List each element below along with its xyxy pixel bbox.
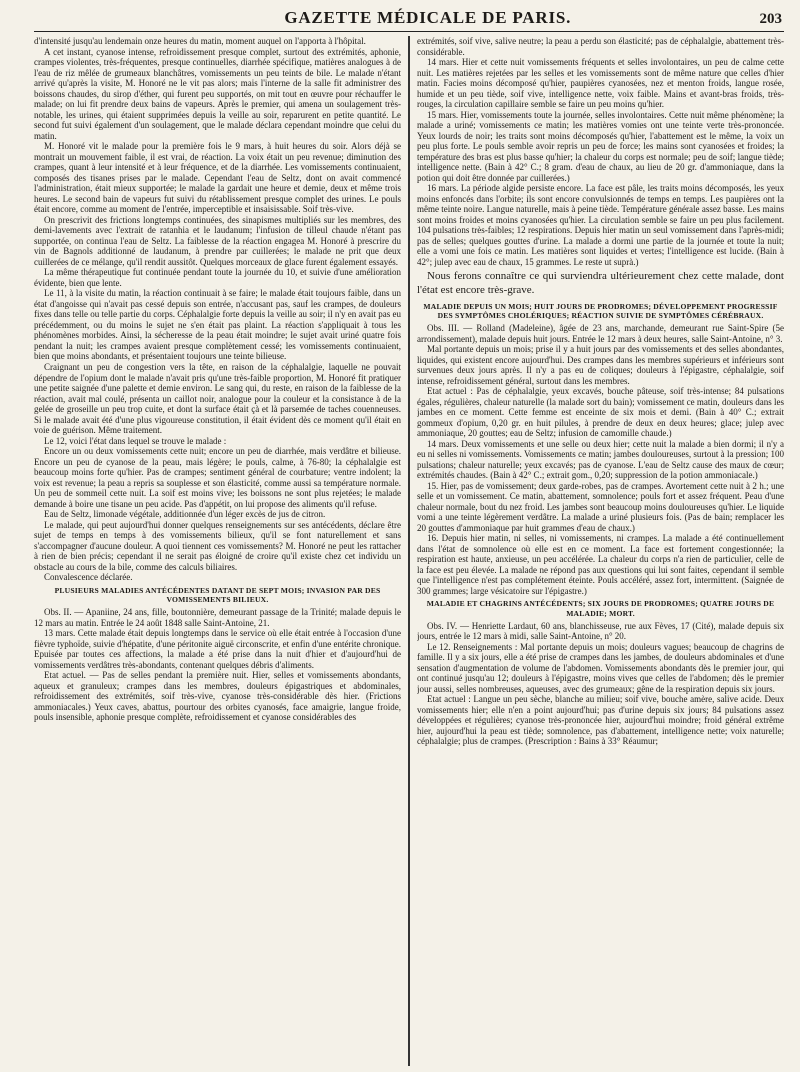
paragraph: Le 11, à la visite du matin, la réaction continuait à se faire; le malade était toujours faible, dans un état d'angoisse qui n'avait pas cessé depuis son entrée, n'accusant pas, sauf les crampes, de douleurs fixes dans telle ou telle partie du corps. Céphalalgie forte depuis la veille au soir; il n'y en avait pas eu précédemment, ou du moins le sujet ne s'en était pas plaint. La réaction s'appliquait à tous les phénomènes morbides. Ainsi, la sécheresse de la peau était moindre; le sujet avait uriné quatre fois pendant la nuit; les crampes avaient presque complètement cessé; les vomissements continuaient, bien que moins abondants, et présentaient toujours une teinte bilieuse. [34,288,401,362]
paragraph: 14 mars. Deux vomissements et une selle ou deux hier; cette nuit la malade a bien dormi; il n'y a eu ni selles ni vomissements. Vomissements ce matin; jambes douloureuses, surtout à la pression; 100 pulsations; chaleur naturelle; yeux excavés; pas de cyanose. L'eau de Seltz cause des maux de cœur; extrémités chaudes. (Bain à 42° C.; extrait gom., 0,20; suppression de la potion ammoniacale.) [417,438,784,481]
paragraph: 16. Depuis hier matin, ni selles, ni vomissements, ni crampes. La malade a été continuellement dans l'état de somnolence où elle est en ce moment. La face est fortement congestionnée; la respiration est haute, anxieuse, un peu accélérée. La chaleur du corps n'a rien de particulier, celle de la face est peu élevée. La malade ne répond pas aux questions qui lui sont faites, cependant il semble que l'intelligence n'est pas complétement éteinte. Pouls accéléré, assez fort, intermittent. (Saignée de 300 grammes; large vésicatoire sur l'épigastre.) [417,533,784,596]
paragraph: Le 12. Renseignements : Mal portante depuis un mois; douleurs vagues; beaucoup de chagrins de famille. Il y a six jours, elle a été prise de crampes dans les jambes, de douleurs abdominales et d'une sensation d'augmentation de volume de l'abdomen. Vomissements abondants dès le premier jour, qui ont continué jusqu'au 12; douleurs à l'épigastre, moins vives que celles de l'abdomen; dès le premier jour aussi, selles nombreuses, aqueuses, avec des grumeaux; gêne de la respiration depuis six jours. [417,641,784,694]
right-column [417,36,784,1066]
journal-title: GAZETTE MÉDICALE DE PARIS. [284,8,572,27]
section-heading: MALADIE ET CHAGRINS ANTÉCÉDENTS; SIX JOURS DE PRODROMES; QUATRE JOURS DE MALADIE; MORT. [426,599,775,618]
column-divider [408,36,410,1066]
paragraph: A cet instant, cyanose intense, refroidissement presque complet, surtout des extrémités, aphonie, crampes violentes, très-fréquentes, presque continuelles, diarrhée spécifique, matières analogues à de l'eau de riz mêlée de grumeaux blanchâtres, vomissements un peu teints de bile. Le malade n'étant arrivé qu'après la visite, M. Honoré ne le vit pas alors; mais l'interne de la salle fit administrer des boissons chaudes, du sirop d'éther, qui furent peu supportés, on mit tout en œuvre pour réchauffer le malade; on lui fit prendre deux bains de vapeurs. Après le premier, qui amena un soulagement très-notable, les urines, qui étaient supprimées depuis la veille au soir, reparurent en petite quantité. Le second fut suivi également d'un soulagement, que le malade déclara cependant moindre que celui du matin. [34,46,401,141]
paragraph: Obs. III. — Rolland (Madeleine), âgée de 23 ans, marchande, demeurant rue Saint-Spire (5e arrondissement), malade depuis huit jours. Entrée le 12 mars à deux heures, salle Saint-Antoine, n° 3. [417,323,784,344]
paragraph: Obs. IV. — Henriette Lardaut, 60 ans, blanchisseuse, rue aux Fèves, 17 (Cité), malade depuis six jours, entrée le 12 mars à midi, salle Saint-Antoine, n° 20. [417,620,784,642]
paragraph: Eau de Seltz, limonade végétale, additionnée d'un léger excès de jus de citron. [44,509,326,520]
paragraph: extrémités, soif vive, salive neutre; la peau a perdu son élasticité; pas de céphalalgie, abattement très-considérable. [417,36,784,57]
section-heading: PLUSIEURS MALADIES ANTÉCÉDENTES DATANT DE SEPT MOIS; INVASION PAR DES VOMISSEMENTS BILIEUX. [54,585,381,604]
paragraph: Craignant un peu de congestion vers la tête, en raison de la céphalalgie, laquelle ne pouvait dépendre de l'opium dont le malade n'avait pris qu'une très-faible proportion, M. Honoré fit pratiquer une petite saignée d'une palette et demie environ. Le sang qui, du reste, en raison de la faiblesse de la réaction, avait mal coulé, présenta un caillot noir, analogue pour la couleur et la consistance à de la gelée de groseille un peu trop cuite, et dont la surface était çà et là parsemée de taches couenneuses. Si le malade avait été d'une plus vigoureuse constitution, il était évident dès ce moment qu'il était en voie de guérison. Même traitement. [34,361,401,436]
paragraph: 13 mars. Cette malade était depuis longtemps dans le service où elle était entrée à l'occasion d'une fièvre typhoïde, suivie d'hépatite, d'une péritonite aiguë circonscrite, et enfin d'une entérite chronique. Epuisée par toutes ces affections, la malade a été prise dans la nuit d'hier et d'aujourd'hui de vomissements verdâtres très-abondants, contenant quelques débris d'aliments. [34,628,401,670]
paragraph: Le 12, voici l'état dans lequel se trouve le malade : [44,435,227,446]
paragraph: 14 mars. Hier et cette nuit vomissements fréquents et selles involontaires, un peu de calme cette nuit. Les matières rejetées par les selles et les vomissements sont de même nature que celles d'hier matin. Facies moins décomposé qu'hier, paupières cyanosées, nez et menton froids, langue rosée, humide et un peu tiède, soif vive, intelligence nette, voix faible. Mains et avant-bras froids, très-rouges, la circulation capillaire semble se faire un peu moins qu'hier. [417,57,784,110]
columns [34,36,784,1066]
paragraph: 15. Hier, pas de vomissement; deux garde-robes, pas de crampes. Avortement cette nuit à 2 h.; une selle et un vomissement. Ce matin, abattement, somnolence; pouls fort et assez fréquent. Peau d'une chaleur normale, bout du nez froid. Les jambes sont beaucoup moins douloureuses qu'hier. Le liquide vomi a une teinte légèrement verdâtre. La malade a uriné plusieurs fois. (Pas de bain; remplacer les 20 gouttes d'ammoniaque par huit grammes d'eau de chaux.) [417,480,784,533]
section-heading: MALADIE DEPUIS UN MOIS; HUIT JOURS DE PRODROMES; DÉVELOPPEMENT PROGRESSIF DES SYMPTÔMES CHOLÉRIQUES; RÉACTION SUIVIE DE SYMPTÔMES CÉRÉBRAUX. [423,301,778,320]
paragraph: Mal portante depuis un mois; prise il y a huit jours par des vomissements et des selles abondantes, liquides, qui existent encore aujourd'hui. Des crampes dans les membres supérieurs et inférieurs sont survenues deux jours après. Il n'y a pas eu de coliques; douleurs à l'épigastre, céphalalgie, soif intense, refroidissement général, surtout dans les membres. [417,344,784,386]
paragraph: On prescrivit des frictions longtemps continuées, des sinapismes multipliés sur les membres, des demi-lavements avec l'extrait de ratanhia et le laudanum; l'infusion de tilleul chaude n'étant pas supportée, on continua l'eau de Seltz. La faiblesse de la réaction engagea M. Honoré à prescrire du vin de Bagnols additionné de laudanum, à prendre par cuillerées; le malade ne prit que deux cuillerées de ce mélange, qu'il rendit aussitôt. Quelques morceaux de glace furent également essayés. [34,214,401,267]
paragraph: d'intensité jusqu'au lendemain onze heures du matin, moment auquel on l'apporta à l'hôpital. [34,36,366,46]
left-column [34,36,401,1066]
paragraph: Le malade, qui peut aujourd'hui donner quelques renseignements sur ses antécédents, déclare être sujet de temps en temps à des vomissements bilieux, qu'il se font naturellement et sans s'accompagner d'aucune douleur. A quoi tiennent ces vomissements? M. Honoré ne peut les rattacher à rien de bien précis; cependant il ne serait pas éloigné de croire qu'il existe chez cet individu un obstacle au cours de la bile, comme des calculs biliaires. [34,519,401,572]
paragraph: Convalescence déclarée. [44,572,133,583]
paragraph: Etat actuel : Langue un peu sèche, blanche au milieu; soif vive, bouche amère, salive acide. Deux vomissements hier; elle n'en a point aujourd'hui; pas d'urine depuis six jours; 84 pulsations assez développées et régulières; cyanose très-prononcée hier, aujourd'hui moindre; froid général extrême hier, aujourd'hui la peau est tiède; somnolence, pas d'abattement, intelligence nette; voix naturelle; céphalalgie; plus de crampes. (Prescription : Bains à 33° Réaumur; [417,694,784,747]
paragraph: Obs. II. — Apaniine, 24 ans, fille, boutonnière, demeurant passage de la Trinité; malade depuis le 12 mars au matin. Entrée le 24 août 1848 salle Saint-Antoine, 21. [34,607,401,628]
paragraph: Etat actuel. — Pas de selles pendant la première nuit. Hier, selles et vomissements abondants, aqueux et granuleux; crampes dans les membres, douleurs épigastriques et abdominales, refroidissement des extrémités, soif très-vive, cyanose très-considérable dès hier. (Frictions ammoniacales.) Yeux caves, abattus, pourtour des orbites cyanosés, face amaigrie, langue froide, pouls insensible, aphonie presque complète, refroidissement et cyanose considérables des [34,670,401,723]
page-number: 203 [759,11,782,27]
paragraph: M. Honoré vit le malade pour la première fois le 9 mars, à huit heures du soir. Alors déjà se montrait un mouvement faible, il est vrai, de réaction. La voix était un peu revenue; diminution des crampes, quant à leur intensité et à leur fréquence, et de la diarrhée. Les vomissements continuaient, composés des tisanes prises par le malade. Cependant l'eau de Seltz, dont on avait commencé l'administration, était mieux supportée; le malade la gardait une heure et demie, deux et même trois heures. Le second bain de vapeurs fut suivi du rétablissement presque complet des urines. Le pouls était encore, comme au moment de l'entrée, imperceptible et insaisissable. Soif très-vive. [34,141,401,215]
editorial-note: Nous ferons connaître ce qui surviendra ultérieurement chez cette malade, dont l'état est encore très-grave. [417,270,784,297]
paragraph: La même thérapeutique fut continuée pendant toute la journée du 10, et suivie d'une amélioration évidente, bien que lente. [34,267,401,288]
paragraph: 15 mars. Hier, vomissements toute la journée, selles involontaires. Cette nuit même phénomène; la malade a uriné; vomissements ce matin; les matières vomies ont une teinte verte très-prononcée. Yeux lourds de noir; les traits sont moins décomposés qu'hier, l'abattement est le même, la voix un peu plus forte. Le pouls semble avoir repris un peu de force; les mains sont cyanosées et froides; la température des bras est plus basse qu'hier; la chaleur du corps est normale; peu de soif; langue tiède; intelligence nette. (Bain à 42° C.; 8 gram. d'eau de chaux, au lieu de 20 gr. d'ammoniaque, dans la potion qui doit être donnée par cuillerées.) [417,109,784,183]
paragraph: Etat actuel : Pas de céphalalgie, yeux excavés, bouche pâteuse, soif très-intense; 84 pulsations égales, régulières, chaleur naturelle (la malade sort du bain); vomissement ce matin, douleurs dans les jambes en ce moment. Cette femme est enceinte de six mois et demi. (Bain à 40° C.; extrait gommeux d'opium, 0,20 gr. en huit pilules, à prendre de deux en deux heures; glace; julep avec ammoniaque, 20 gouttes; eau de Seltz; infusion de camomille chaude.) [417,386,784,439]
paragraph: Encore un ou deux vomissements cette nuit; encore un peu de diarrhée, mais verdâtre et bilieuse. Encore un peu de cyanose de la peau, mais légère; le pouls, calme, à 76-80; la céphalalgie est beaucoup moins forte qu'hier. Pas de crampes; sentiment général de courbature; ventre indolent; la voix est revenue; la peau a repris sa souplesse et son élasticité, comme aussi sa température normale. Un peu de sommeil cette nuit. La soif est moins vive; les boissons ne sont plus rejetées; le malade demande à boire une tisane un peu acide. Pas d'appétit, on lui propose des aliments qu'il refuse. [34,446,401,509]
paragraph: 16 mars. La période algide persiste encore. La face est pâle, les traits moins décomposés, les yeux moins enfoncés dans l'orbite; ils sont encore convulsionnés de temps en temps. Les paupières ont la même teinte noire. Langue naturelle, mais à peine tiède. Température générale assez basse. Les mains sont moins froides et moins cyanosées qu'hier. La circulation semble se faire un peu plus facilement. 104 pulsations très-faibles; 12 respirations. Depuis hier matin un seul vomissement dans l'après-midi; pas de selles; quelques gouttes d'urine. La malade a dormi une partie de la journée et toute la nuit; elle a vomi une fois ce matin. Les matières sont liquides et vertes; l'intelligence est lucide. (Bain à 42°; julep avec eau de chaux, 15 grammes. Le reste ut suprà.) [417,183,784,267]
page-header [34,0,784,32]
